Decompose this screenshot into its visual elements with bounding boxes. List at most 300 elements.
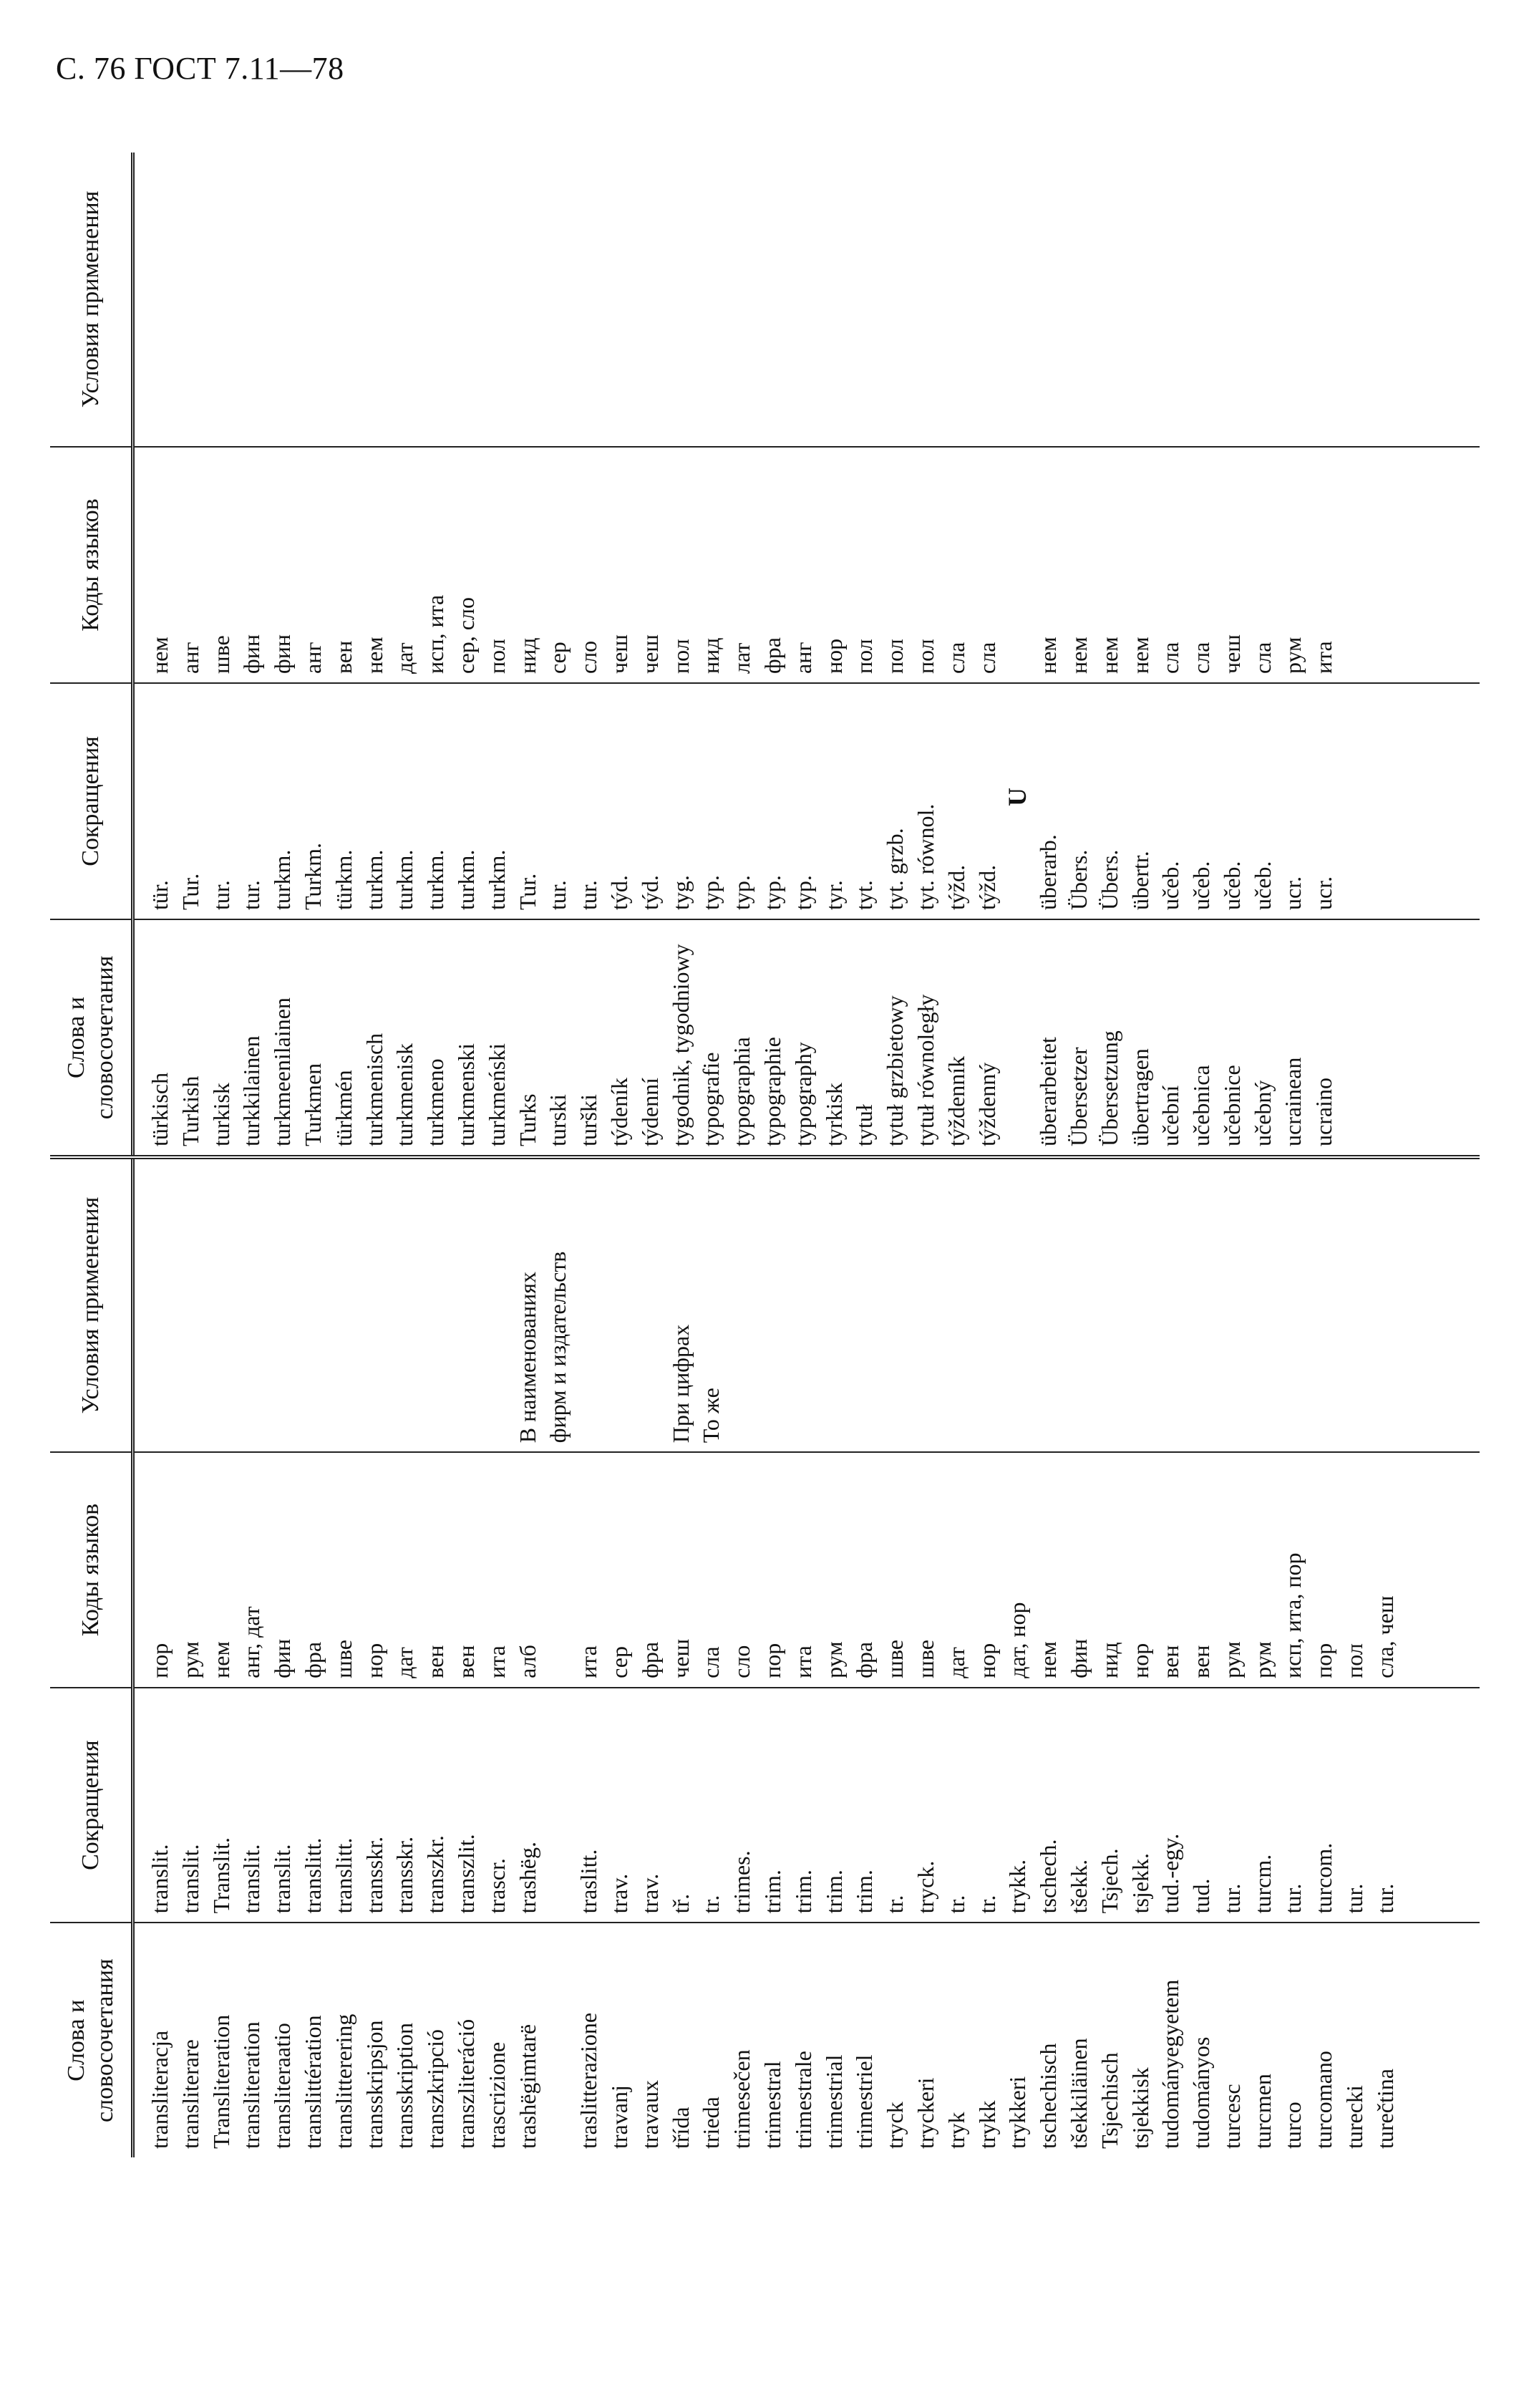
language-code-cell: сер [606,1646,632,1678]
abbr-cell: turkm. [361,849,387,910]
condition-cell [788,1159,819,1451]
condition-cell [1033,153,1064,446]
word-cell: turkkilainen [238,1035,265,1146]
word-cell: transliterare [177,2039,203,2149]
condition-cell [972,153,1003,446]
language-code-cell: вен [422,1645,449,1678]
condition-cell [482,1159,513,1451]
condition-cell [543,153,573,446]
abbr-cell: tur. [208,880,234,910]
abbr-cell: týd. [606,875,632,910]
word-cell: ucrainean [1280,1057,1306,1146]
condition-cell [1217,153,1248,446]
abbr-cell: transzkr. [422,1835,449,1914]
condition-cell [1155,153,1186,446]
condition-cell [359,153,390,446]
language-code-cell: алб [514,1645,540,1678]
language-code-cell: сла [1188,642,1215,674]
language-code-cell: шве [330,1640,356,1678]
condition-cell [1248,1159,1278,1451]
language-code-cell: вен [330,640,356,674]
abbr-cell: Tur. [177,873,203,910]
condition-cell [849,153,880,446]
condition-cell [175,153,206,446]
word-cell: transliteracja [147,2030,173,2149]
abbr-cell: tr. [882,1895,908,1914]
word-cell: tryk [943,2112,969,2149]
abbr-cell: translitt. [330,1837,356,1914]
abbr-cell: Turkm. [299,843,326,910]
condition-cell [1309,1159,1339,1451]
word-cell: trashëgimtarë [514,2023,540,2149]
abbr-cell: translit. [147,1844,173,1914]
word-cell: trieda [698,2097,724,2149]
condition-cell: фирм и издательств [545,1251,571,1444]
empty-cell [1002,920,1033,1155]
language-code-cell: шве [912,1640,938,1678]
abbr-cell: traslitt. [576,1849,602,1914]
language-code-cell: рум [820,1641,847,1678]
abbr-cell: türkm. [330,849,356,910]
word-cell: týdeník [606,1078,632,1146]
condition-cell [941,153,972,446]
word-cell: türkisch [147,1072,173,1146]
abbr-cell: ucr. [1311,876,1337,910]
condition-cell [1002,1159,1033,1451]
condition-cell [451,1159,482,1451]
abbr-cell: turkm. [422,849,449,910]
word-cell: Übersetzer [1065,1047,1092,1146]
condition-cell [727,153,757,446]
abbr-cell: tryck. [912,1860,938,1914]
abbr-cell: týžd. [943,864,969,910]
word-cell: tytuł równoległy [912,994,938,1146]
column-conditions [135,1159,1480,1451]
word-cell: učebnica [1188,1065,1215,1146]
word-cell: trascrizione [483,2041,510,2149]
word-cell: travaux [636,2080,663,2149]
language-code-cell: сер, сло [452,597,479,674]
abbr-cell: trimes. [729,1850,755,1914]
condition-cell [604,1159,635,1451]
language-code-cell: фра [759,637,785,674]
abbr-cell [543,1688,573,1923]
condition-cell [972,1159,1003,1451]
header-row [50,153,135,1155]
language-code-cell: дат [392,642,418,674]
word-cell: učebný [1249,1080,1276,1146]
word-cell: tytuł grzbietowy [882,995,908,1146]
language-code-cell: дат [392,1647,418,1678]
abbr-cell: Übers. [1065,849,1092,910]
word-cell: tygodnik, tygodniowy [667,944,694,1146]
language-code-cell: нор [820,638,847,674]
column-words [135,919,1480,1155]
word-cell [543,1923,573,2157]
rotated-table [50,153,1480,2157]
language-code-cell: рум [1280,637,1306,674]
abbr-cell: ucr. [1280,876,1306,910]
abbr-cell: tyr. [820,880,847,910]
condition-cell [329,153,359,446]
condition-cell [175,1159,206,1451]
language-code-cell: чеш [1218,634,1245,674]
language-code-cell: фин [1065,1638,1092,1678]
condition-cell: В наименованиях [514,1271,540,1444]
abbr-cell: tyt. [851,880,878,910]
table-right-half [50,153,1480,1155]
abbr-cell: trykk. [1004,1859,1031,1914]
condition-cell [1125,153,1156,446]
word-cell: trykkeri [1004,2076,1031,2149]
abbr-cell: tr. [943,1895,969,1914]
abbr-cell: turcom. [1311,1842,1337,1914]
word-cell: turkmenisk [392,1043,418,1146]
condition-cell [880,1159,911,1451]
column-conditions [135,153,1480,446]
language-code-cell: пор [147,1643,173,1678]
word-cell: übertragen [1127,1048,1153,1146]
header-abbr: Сокращения [50,682,131,919]
abbr-cell: translit. [238,1844,265,1914]
word-cell: trykk [974,2100,1000,2149]
word-cell: ucraino [1311,1078,1337,1146]
language-code-cell: исп, ита, пор [1280,1552,1306,1678]
condition-cell [1278,1159,1309,1451]
language-code-cell: сла [943,642,969,674]
condition-cell [145,153,175,446]
abbr-cell: tyt. równol. [912,803,938,910]
abbr-cell: typ. [729,875,755,910]
condition-cell [757,1159,788,1451]
language-code-cell: фин [238,634,265,674]
word-cell: tryckeri [912,2077,938,2149]
abbr-cell: tsjekk. [1127,1852,1153,1914]
table-body-right [135,153,1480,1155]
language-code-cell: шве [882,1640,908,1678]
language-code-cell: дат, нор [1004,1602,1031,1678]
language-code-cell: нем [147,637,173,674]
abbr-cell: tur. [545,880,571,910]
word-cell: Transliteration [208,2014,234,2149]
condition-cell: То же [698,1388,724,1444]
header-conditions: Условия применения [77,190,104,408]
language-code-cell: фра [636,1641,663,1678]
condition-cell [941,1159,972,1451]
abbr-cell: translit. [177,1844,203,1914]
language-code-cell: пол [1341,1643,1368,1678]
abbr-cell: tschech. [1035,1839,1062,1914]
column-codes [135,446,1480,682]
language-code-cell: фра [851,1641,878,1678]
abbr-cell: týd. [636,875,663,910]
condition-cell [788,153,819,446]
abbr-cell: učeb. [1188,861,1215,910]
condition-cell [298,1159,329,1451]
condition-cell [1064,1159,1094,1451]
condition-cell [236,153,267,446]
word-cell: turecki [1341,2085,1368,2149]
language-code-cell: вен [1188,1645,1215,1678]
abbr-cell: Tur. [514,873,540,910]
condition-cell [1186,1159,1217,1451]
word-cell: turski [545,1094,571,1146]
language-code-cell: ита [576,1645,602,1678]
condition-cell [389,153,420,446]
abbr-cell: turkm. [392,849,418,910]
language-code-cell: пол [882,639,908,674]
condition-cell [1155,1159,1186,1451]
abbr-cell: tur. [238,880,265,910]
language-code-cell: сла [1157,642,1184,674]
word-cell: turkmenski [452,1043,479,1146]
abbr-cell: turkm. [452,849,479,910]
language-code-cell: анг [299,642,326,674]
word-cell: tyrkisk [820,1083,847,1146]
language-code-cell: нид [1096,1642,1122,1678]
condition-cell [236,1159,267,1451]
abbr-cell: tr. [698,1895,724,1914]
condition-cell [329,1159,359,1451]
header-row [50,1159,135,2157]
word-cell: traslitterazione [576,2012,602,2149]
condition-cell [267,153,298,446]
language-code-cell: нор [1127,1643,1153,1678]
condition-cell [635,153,666,446]
word-cell: týždenník [943,1055,969,1146]
word-cell: učební [1157,1085,1184,1146]
word-cell: transliteraatio [269,2023,296,2149]
header-words: Слова и словосочетания [50,919,131,1155]
condition-cell [911,1159,941,1451]
word-cell: typography [790,1042,816,1146]
condition-cell [206,153,237,446]
word-cell: trimestrial [820,2054,847,2149]
condition-cell [389,1159,420,1451]
condition-cell [1278,153,1309,446]
language-code-cell: нем [1065,637,1092,674]
word-cell: translittération [299,2015,326,2149]
word-cell: tryck [882,2102,908,2149]
abbr-cell: transzlit. [452,1834,479,1914]
language-code-cell: сер [545,642,571,674]
condition-cell [1094,1159,1125,1451]
condition-cell [1217,1159,1248,1451]
abbr-cell: tr. [974,1895,1000,1914]
condition-cell [513,153,543,446]
abbr-cell: učeb. [1218,861,1245,910]
language-code-cell: нем [1127,637,1153,674]
abbr-cell: trim. [851,1870,878,1914]
condition-cell [1033,1159,1064,1451]
condition-cell: При цифрах [667,1324,694,1444]
word-cell: tytuł [851,1104,878,1146]
abbr-cell: turkm. [269,849,296,910]
abbr-cell: transskr. [392,1836,418,1914]
word-cell: transzkripció [422,2029,449,2149]
abbr-cell: tur. [1218,1883,1245,1914]
word-cell: translitterering [330,2013,356,2149]
header-codes: Коды языков [50,1451,131,1687]
language-code-cell: чеш [606,634,632,674]
abbr-cell: tyg. [667,875,694,910]
condition-cell [880,153,911,446]
abbr-cell: tř. [667,1893,694,1914]
language-code-cell: сла, чеш [1372,1595,1398,1678]
language-code-cell: сло [729,1645,755,1678]
word-cell: turški [576,1094,602,1146]
language-code-cell: рум [177,1641,203,1678]
word-cell: trimestrale [790,2051,816,2149]
word-cell: transzliteráció [452,2018,479,2149]
language-code-cell: вен [452,1645,479,1678]
condition-cell [604,153,635,446]
language-code-cell: ита [483,1645,510,1678]
language-code-cell: фра [299,1641,326,1678]
language-code-cell: нид [514,637,540,674]
abbr-cell: Tsjech. [1096,1848,1122,1914]
language-code-cell: пол [851,639,878,674]
language-code-cell: рум [1218,1641,1245,1678]
header-conditions: Условия применения [77,1196,104,1414]
condition-cell [1064,153,1094,446]
abbr-cell: trascr. [483,1858,510,1914]
word-cell: trimesečen [729,2049,755,2149]
page-header: С. 76 ГОСТ 7.11—78 [56,51,344,86]
word-cell: Turkmen [299,1063,326,1146]
word-cell: turkmeński [483,1043,510,1146]
condition-cell [1248,153,1278,446]
language-code-cell: пол [912,639,938,674]
condition-cell [298,153,329,446]
language-code-cell: нем [208,1641,234,1678]
word-cell: Übersetzung [1096,1030,1122,1146]
language-code-cell: рум [1249,1641,1276,1678]
language-code-cell: ита [1311,641,1337,674]
abbr-cell: Translit. [208,1837,234,1914]
word-cell: tudományegyetem [1157,1979,1184,2149]
word-cell: třída [667,2107,694,2149]
word-cell: turkmeenilainen [269,997,296,1146]
language-code-cell: вен [1157,1645,1184,1678]
word-cell: turco [1280,2102,1306,2149]
language-code-cell: сла [974,642,1000,674]
condition-cell [819,1159,850,1451]
language-code-cell: нем [1035,1641,1062,1678]
column-abbr [135,682,1480,919]
word-cell: Tsjechisch [1096,2052,1122,2149]
condition-cell [451,153,482,446]
language-code-cell: исп, ита [422,594,449,674]
language-code-cell: пол [483,639,510,674]
language-code-cell: пор [1311,1643,1337,1678]
abbr-cell: turcm. [1249,1854,1276,1914]
condition-cell [267,1159,298,1451]
abbr-cell: transskr. [361,1836,387,1914]
condition-cell [819,153,850,446]
abbr-cell: tur. [1372,1883,1398,1914]
condition-cell [420,153,451,446]
language-code-cell [543,1453,573,1687]
abbr-cell: tur. [1280,1883,1306,1914]
word-cell: turcesc [1218,2084,1245,2149]
condition-cell [420,1159,451,1451]
language-code-cell: нем [361,637,387,674]
word-cell: učebnice [1218,1065,1245,1146]
word-cell: tudományos [1188,2036,1215,2149]
language-code-cell: лат [729,642,755,674]
word-cell: tsjekkisk [1127,2067,1153,2149]
word-cell: týdenní [636,1078,663,1146]
word-cell: Turks [514,1093,540,1146]
abbr-cell: Übers. [1096,849,1122,910]
abbr-cell: tšekk. [1065,1859,1092,1914]
column-words [135,1922,1480,2157]
empty-cell [1002,448,1033,682]
condition-cell [1370,1159,1401,1451]
abbr-cell: tyt. grzb. [882,828,908,910]
column-codes [135,1451,1480,1687]
word-cell: türkmén [330,1070,356,1146]
word-cell: typographia [729,1037,755,1146]
dictionary-table [50,153,1480,2157]
word-cell: turcmen [1249,2074,1276,2149]
abbr-cell: trashëg. [514,1842,540,1914]
language-code-cell: анг, дат [238,1606,265,1678]
condition-cell [573,1159,604,1451]
condition-cell [1186,153,1217,446]
table-left-half [50,1155,1480,2157]
condition-cell [1339,1159,1370,1451]
language-code-cell: фин [269,1638,296,1678]
word-cell: turkmeno [422,1058,449,1146]
language-code-cell: анг [790,642,816,674]
language-code-cell: пол [667,639,694,674]
word-cell: typografie [698,1052,724,1146]
condition-cell [482,153,513,446]
language-code-cell: сла [1249,642,1276,674]
language-code-cell: нор [974,1643,1000,1678]
language-code-cell: анг [177,642,203,674]
word-cell: überarbeitet [1035,1037,1062,1146]
abbr-cell: tur. [1341,1883,1368,1914]
word-cell: typographie [759,1037,785,1146]
condition-cell [696,153,727,446]
word-cell: trimestral [759,2061,785,2149]
table-body-left [135,1159,1480,2157]
condition-cell [1094,153,1125,446]
column-abbr [135,1687,1480,1923]
word-cell: tschechisch [1035,2043,1062,2149]
condition-cell [1309,153,1339,446]
abbr-cell: trav. [636,1873,663,1914]
condition-cell [757,153,788,446]
word-cell: transliteration [238,2021,265,2149]
language-code-cell: фин [269,634,296,674]
language-code-cell: пор [759,1643,785,1678]
empty-cell [1002,153,1033,446]
condition-cell [666,153,696,446]
abbr-cell: trim. [790,1870,816,1914]
language-code-cell: чеш [667,1638,694,1678]
abbr-cell: trim. [820,1870,847,1914]
abbr-cell: translitt. [299,1837,326,1914]
abbr-cell: typ. [790,875,816,910]
word-cell: turečtina [1372,2069,1398,2149]
abbr-cell: tud.-egy. [1157,1833,1184,1914]
abbr-cell: turkm. [483,849,510,910]
header-codes: Коды языков [50,446,131,682]
